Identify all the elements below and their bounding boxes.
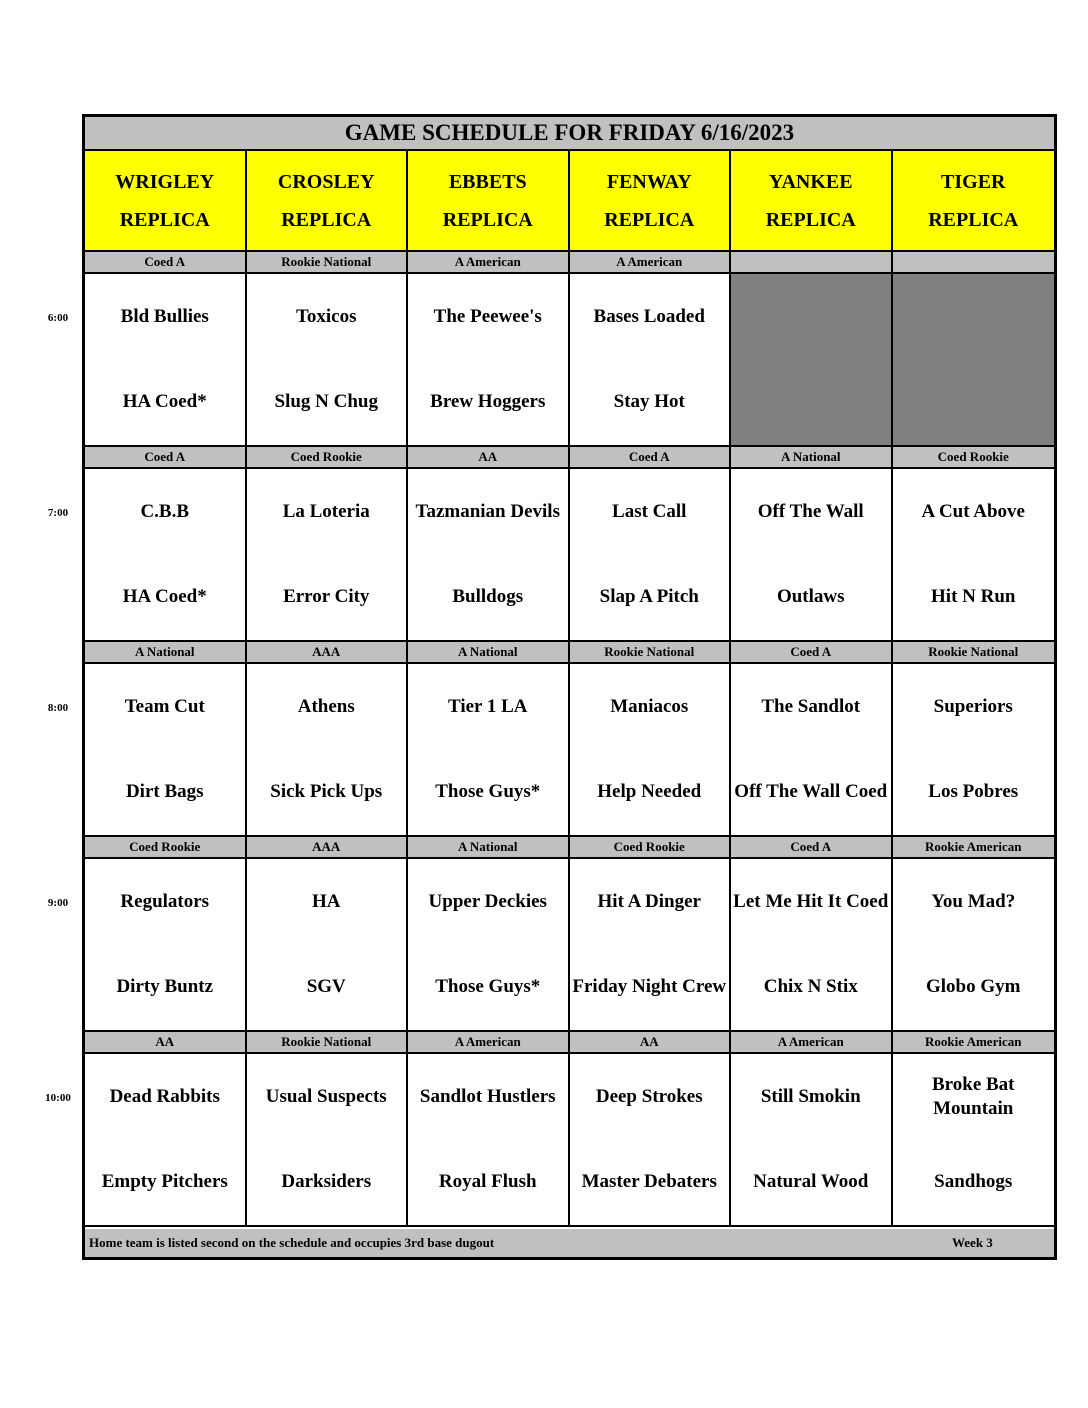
time-slot-block <box>85 837 1054 1032</box>
division-label <box>731 252 893 274</box>
home-team: Royal Flush <box>438 1171 537 1192</box>
division-label: A National <box>408 837 570 859</box>
game-cell <box>570 1054 732 1227</box>
away-team: Off The Wall <box>757 501 864 522</box>
division-label: A American <box>408 252 570 274</box>
away-team: The Sandlot <box>761 696 861 717</box>
away-team: You Mad? <box>931 891 1016 912</box>
field-subtitle: REPLICA <box>765 208 856 231</box>
home-team: Darksiders <box>281 1171 372 1192</box>
away-team: Hit A Dinger <box>597 891 701 912</box>
games-row <box>85 664 1054 837</box>
home-team: Outlaws <box>776 586 845 607</box>
division-label: A National <box>731 447 893 469</box>
field-name: CROSLEY <box>277 170 375 193</box>
time-label: 7:00 <box>47 507 69 519</box>
field-subtitle: REPLICA <box>281 208 372 231</box>
game-cell <box>408 274 570 447</box>
footer-bar <box>85 1229 1054 1257</box>
division-label: AAA <box>247 642 409 664</box>
time-label: 8:00 <box>47 702 69 714</box>
home-team: Natural Wood <box>753 1171 869 1192</box>
division-label: A American <box>731 1032 893 1054</box>
home-team: Globo Gym <box>926 976 1021 997</box>
home-team: Slug N Chug <box>274 391 378 412</box>
away-team: HA <box>312 891 341 912</box>
games-row <box>85 1054 1054 1227</box>
division-label: Coed A <box>731 642 893 664</box>
home-team: HA Coed* <box>122 391 207 412</box>
away-team: Bases Loaded <box>593 306 705 327</box>
games-row <box>85 469 1054 642</box>
away-team: Regulators <box>120 891 210 912</box>
game-cell <box>570 274 732 447</box>
away-team: Sandlot Hustlers <box>419 1086 556 1107</box>
home-team: Empty Pitchers <box>101 1171 228 1192</box>
away-team: Deep Strokes <box>595 1086 703 1107</box>
away-team: A Cut Above <box>921 501 1025 522</box>
away-team: C.B.B <box>140 501 190 522</box>
field-name: FENWAY <box>606 170 692 193</box>
division-row <box>85 252 1054 274</box>
game-cell <box>247 859 409 1032</box>
game-cell <box>85 1054 247 1227</box>
game-cell <box>247 664 409 837</box>
away-team: Toxicos <box>295 306 357 327</box>
away-team: Bld Bullies <box>120 306 209 327</box>
home-team: Help Needed <box>597 781 702 802</box>
field-header <box>570 151 732 252</box>
away-team: The Peewee's <box>433 306 542 327</box>
away-team: Maniacos <box>610 696 689 717</box>
week-label: Week 3 <box>952 1235 993 1250</box>
field-name: WRIGLEY <box>115 170 215 193</box>
field-name: EBBETS <box>448 170 527 193</box>
division-label: AA <box>85 1032 247 1054</box>
division-row <box>85 1032 1054 1054</box>
away-team: Dead Rabbits <box>109 1086 220 1107</box>
home-team: HA Coed* <box>122 586 207 607</box>
home-team: SGV <box>306 976 346 997</box>
time-slot-block <box>85 252 1054 447</box>
game-cell <box>731 859 893 1032</box>
division-label: Rookie American <box>893 837 1055 859</box>
game-cell <box>85 469 247 642</box>
game-cell <box>408 859 570 1032</box>
division-label: A National <box>85 642 247 664</box>
game-cell <box>247 469 409 642</box>
division-label: A National <box>408 642 570 664</box>
time-label: 9:00 <box>47 897 69 909</box>
division-row <box>85 642 1054 664</box>
home-team: Dirty Buntz <box>116 976 214 997</box>
home-team: Chix N Stix <box>763 976 858 997</box>
time-slot-block <box>85 1032 1054 1227</box>
division-label: Coed Rookie <box>247 447 409 469</box>
game-cell <box>570 664 732 837</box>
games-row <box>85 859 1054 1032</box>
home-team: Those Guys* <box>435 976 541 997</box>
division-label: AA <box>408 447 570 469</box>
field-name: YANKEE <box>768 170 853 193</box>
home-team: Error City <box>283 586 370 607</box>
field-header <box>893 151 1055 252</box>
game-cell <box>731 664 893 837</box>
game-cell <box>85 859 247 1032</box>
home-team: Bulldogs <box>452 586 524 607</box>
away-team: Team Cut <box>124 696 205 717</box>
empty-slot <box>893 274 1055 447</box>
division-label: AA <box>570 1032 732 1054</box>
division-row <box>85 837 1054 859</box>
away-team: Still Smokin <box>760 1086 861 1107</box>
field-subtitle: REPLICA <box>442 208 533 231</box>
game-cell <box>570 469 732 642</box>
away-team: Broke Bat Mountain <box>931 1074 1015 1119</box>
division-label: AAA <box>247 837 409 859</box>
division-label: Rookie National <box>893 642 1055 664</box>
division-label: Rookie National <box>247 252 409 274</box>
away-team: Tazmanian Devils <box>415 501 560 522</box>
division-label: Rookie American <box>893 1032 1055 1054</box>
division-label: Coed A <box>731 837 893 859</box>
game-cell <box>893 859 1055 1032</box>
home-team: Slap A Pitch <box>599 586 699 607</box>
division-row <box>85 447 1054 469</box>
home-team: Sick Pick Ups <box>270 781 383 802</box>
game-cell <box>408 469 570 642</box>
division-label: Coed Rookie <box>85 837 247 859</box>
game-cell <box>85 274 247 447</box>
division-label: Rookie National <box>570 642 732 664</box>
home-team: Off The Wall Coed <box>734 781 888 802</box>
game-cell <box>408 1054 570 1227</box>
time-slot-block <box>85 642 1054 837</box>
time-label: 10:00 <box>45 1092 71 1104</box>
division-label: Coed A <box>85 252 247 274</box>
home-team: Dirt Bags <box>125 781 204 802</box>
division-label <box>893 252 1055 274</box>
home-team: Stay Hot <box>613 391 685 412</box>
schedule-title: GAME SCHEDULE FOR FRIDAY 6/16/2023 <box>85 117 1054 151</box>
field-header-row <box>85 151 1054 252</box>
game-cell <box>85 664 247 837</box>
home-team: Hit N Run <box>931 586 1016 607</box>
game-cell <box>893 664 1055 837</box>
field-header <box>85 151 247 252</box>
field-header <box>731 151 893 252</box>
away-team: Superiors <box>933 696 1013 717</box>
division-label: A American <box>408 1032 570 1054</box>
home-team: Sandhogs <box>934 1171 1013 1192</box>
field-header <box>247 151 409 252</box>
division-label: Coed A <box>570 447 732 469</box>
home-team: Brew Hoggers <box>430 391 546 412</box>
home-team: Los Pobres <box>928 781 1019 802</box>
game-cell <box>247 274 409 447</box>
schedule-table <box>82 114 1057 1260</box>
game-cell <box>731 469 893 642</box>
home-team: Friday Night Crew <box>572 976 727 997</box>
division-label: Coed Rookie <box>570 837 732 859</box>
home-team: Those Guys* <box>435 781 541 802</box>
away-team: Upper Deckies <box>428 891 547 912</box>
time-label: 6:00 <box>47 312 69 324</box>
game-cell <box>731 1054 893 1227</box>
time-slot-block <box>85 447 1054 642</box>
division-label: Coed A <box>85 447 247 469</box>
field-name: TIGER <box>941 170 1006 193</box>
division-label: Coed Rookie <box>893 447 1055 469</box>
game-cell <box>408 664 570 837</box>
game-cell <box>893 1054 1055 1227</box>
field-subtitle: REPLICA <box>928 208 1019 231</box>
home-team: Master Debaters <box>581 1171 717 1192</box>
field-subtitle: REPLICA <box>604 208 695 231</box>
away-team: Let Me Hit It Coed <box>733 891 889 912</box>
field-subtitle: REPLICA <box>119 208 210 231</box>
division-label: Rookie National <box>247 1032 409 1054</box>
home-team-note: Home team is listed second on the schedule and occupies 3rd base dugout <box>89 1235 495 1250</box>
game-cell <box>893 469 1055 642</box>
field-header <box>408 151 570 252</box>
games-row <box>85 274 1054 447</box>
game-cell <box>247 1054 409 1227</box>
empty-slot <box>731 274 893 447</box>
away-team: Usual Suspects <box>265 1086 387 1107</box>
away-team: La Loteria <box>282 501 370 522</box>
away-team: Last Call <box>612 501 687 522</box>
division-label: A American <box>570 252 732 274</box>
away-team: Athens <box>297 696 355 717</box>
away-team: Tier 1 LA <box>447 696 528 717</box>
game-cell <box>570 859 732 1032</box>
